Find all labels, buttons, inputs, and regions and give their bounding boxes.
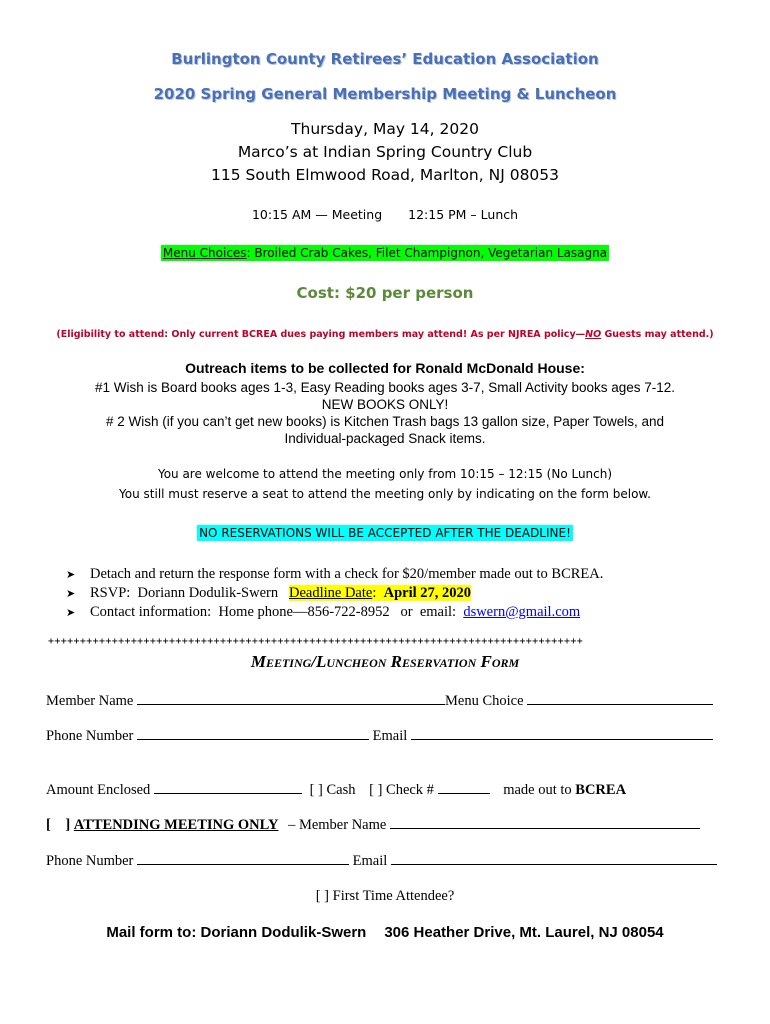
detach-separator: ++++++++++++++++++++++++++++++++++++++++++++++++++++++++++++++++++++++++++++++++++++ — [48, 636, 584, 647]
no-guests-emphasis: NO — [585, 329, 602, 340]
email-field[interactable] — [411, 727, 713, 740]
outreach-wish2-cont: Individual-packaged Snack items. — [284, 431, 486, 446]
amount-enclosed-label: Amount Enclosed — [46, 782, 151, 798]
cost: Cost: $20 per person — [296, 284, 474, 302]
no-reservations-warning — [0, 526, 770, 540]
phone-number-field[interactable] — [137, 727, 369, 740]
mail-to-label: Mail form to: Doriann Dodulik-Swern — [106, 924, 367, 941]
welcome-line-2: You still must reserve a seat to attend the meeting only by indicating on the form below. — [119, 487, 651, 501]
arrow-bullet-icon: ➤ — [66, 607, 76, 619]
outreach-new-books: NEW BOOKS ONLY! — [321, 397, 449, 412]
deadline-label: Deadline Date — [288, 585, 373, 601]
form-row-attending — [46, 816, 700, 834]
eligibility-note — [0, 329, 770, 340]
mail-to — [0, 924, 770, 941]
rsvp-text: RSVP: Doriann Dodulik-Swern — [90, 585, 289, 601]
arrow-bullet-icon: ➤ — [66, 588, 76, 600]
event-address: 115 South Elmwood Road, Marlton, NJ 08053 — [210, 166, 560, 184]
phone-number-label-2: Phone Number — [46, 853, 134, 869]
contact-email-link[interactable]: dswern@gmail.com — [463, 604, 581, 620]
form-row-member — [46, 692, 713, 710]
made-out-to-name: BCREA — [575, 782, 627, 798]
attending-member-name-label: – Member Name — [288, 817, 387, 833]
email-label-2: Email — [352, 853, 388, 869]
arrow-bullet-icon: ➤ — [66, 569, 76, 581]
instruction-contact — [66, 603, 603, 622]
cash-checkbox[interactable]: [ ] Cash — [309, 782, 356, 798]
first-time-attendee-checkbox[interactable]: [ ] First Time Attendee? — [315, 888, 455, 904]
email-label: Email — [372, 728, 408, 744]
contact-text: Contact information: Home phone—856-722-8952 or email: — [90, 604, 464, 620]
outreach-wish1: #1 Wish is Board books ages 1-3, Easy Reading books ages 3-7, Small Activity books ages 7-12. — [94, 380, 676, 395]
mail-to-address: 306 Heather Drive, Mt. Laurel, NJ 08054 — [384, 924, 664, 941]
instruction-rsvp — [66, 584, 603, 603]
amount-enclosed-field[interactable] — [154, 781, 302, 794]
event-venue: Marco’s at Indian Spring Country Club — [237, 143, 533, 161]
event-times — [0, 207, 770, 222]
instruction-detach-text: Detach and return the response form with a check for $20/member made out to BCREA. — [90, 566, 604, 582]
lunch-time: 12:15 PM – Lunch — [408, 207, 519, 222]
outreach-wish2: # 2 Wish (if you can’t get new books) is Kitchen Trash bags 13 gallon size, Paper Towels, and — [105, 414, 665, 429]
phone-number-field-2[interactable] — [137, 852, 349, 865]
made-out-to-label: made out to — [503, 782, 572, 798]
event-date: Thursday, May 14, 2020 — [291, 120, 479, 138]
phone-number-label: Phone Number — [46, 728, 134, 744]
menu-choice-field[interactable] — [527, 692, 713, 705]
member-name-label: Member Name — [46, 693, 134, 709]
form-title: Meeting/Luncheon Reservation Form — [250, 652, 520, 671]
email-field-2[interactable] — [391, 852, 717, 865]
org-title: Burlington County Retirees’ Education Association — [171, 50, 599, 68]
no-reservations-text: NO RESERVATIONS WILL BE ACCEPTED AFTER THE DEADLINE! — [199, 526, 571, 540]
menu-items: : Broiled Crab Cakes, Filet Champignon, Vegetarian Lasagna — [246, 246, 608, 260]
eligibility-text-end: Guests may attend.) — [601, 329, 714, 340]
menu-choice-label: Menu Choice — [445, 693, 524, 709]
instructions-list — [66, 565, 603, 622]
deadline-highlight — [289, 585, 471, 601]
member-name-field[interactable] — [137, 692, 445, 705]
form-row-phone-2 — [46, 852, 717, 870]
meeting-time: 10:15 AM — Meeting — [251, 207, 383, 222]
eligibility-text: (Eligibility to attend: Only current BCREA dues paying members may attend! As per NJREA policy— — [56, 329, 586, 340]
deadline-date: April 27, 2020 — [383, 585, 472, 601]
outreach-heading: Outreach items to be collected for Ronald McDonald House: — [185, 360, 585, 376]
attending-only-label: ATTENDING MEETING ONLY — [73, 817, 279, 833]
check-checkbox[interactable]: [ ] Check # — [369, 782, 434, 798]
instruction-detach — [66, 565, 603, 584]
check-number-field[interactable] — [438, 781, 490, 794]
menu-label: Menu Choices — [162, 246, 247, 260]
deadline-colon: : — [372, 585, 384, 601]
meeting-title: 2020 Spring General Membership Meeting & Luncheon — [153, 85, 617, 103]
menu-choices — [0, 246, 770, 260]
attending-member-name-field[interactable] — [390, 816, 700, 829]
form-row-phone — [46, 727, 713, 745]
form-row-amount — [46, 781, 626, 799]
welcome-line-1: You are welcome to attend the meeting only from 10:15 – 12:15 (No Lunch) — [157, 467, 613, 481]
attending-only-checkbox[interactable]: [ ] — [46, 817, 71, 833]
